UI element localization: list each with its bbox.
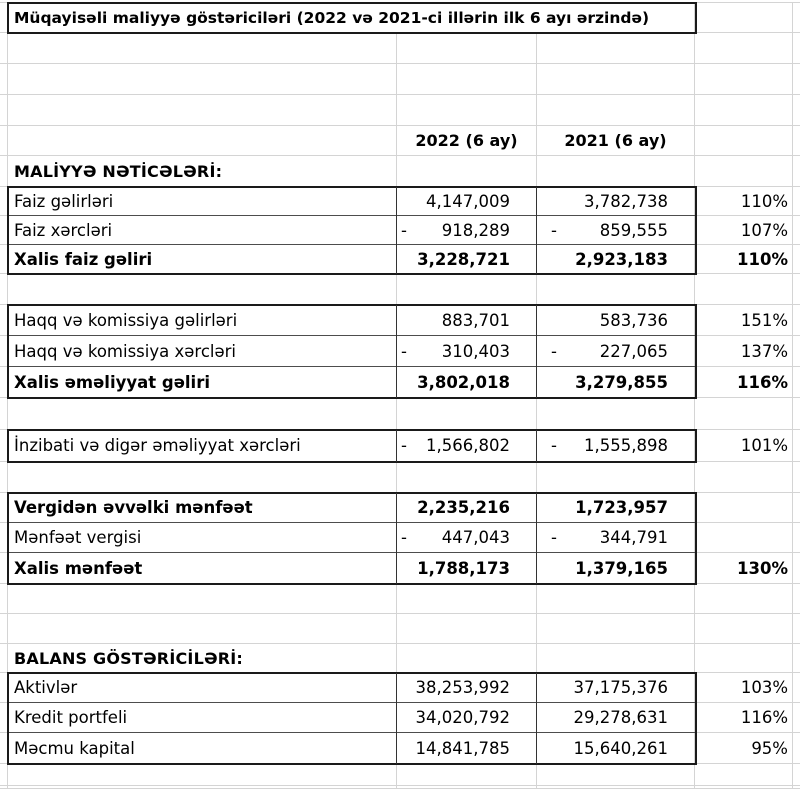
table-row	[0, 553, 800, 584]
row-gutter-right	[793, 703, 800, 732]
row-gutter-left	[0, 733, 8, 763]
cell-value-2022[interactable]	[397, 733, 537, 763]
cell-value-2022[interactable]	[397, 398, 537, 429]
row-gutter-right	[793, 33, 800, 63]
row-gutter-left	[0, 367, 8, 397]
cell-value-2022[interactable]	[397, 64, 537, 94]
cell-value-2021[interactable]	[537, 398, 695, 429]
cell-value-2022[interactable]	[397, 462, 537, 492]
cell-label[interactable]	[8, 398, 397, 429]
cell-percent[interactable]	[695, 398, 793, 429]
table-row	[0, 703, 800, 733]
cell-percent[interactable]	[695, 274, 793, 304]
row-gutter-right	[793, 305, 800, 335]
cell-value-2022[interactable]	[397, 584, 537, 613]
row-gutter-left	[0, 187, 8, 215]
cell-value-2021[interactable]	[537, 493, 695, 522]
title-cell[interactable]	[8, 3, 695, 32]
table-row	[0, 336, 800, 367]
cell-value-2022[interactable]	[397, 156, 537, 186]
value-text: 3,802,018	[417, 372, 510, 392]
row-label-text: Kredit portfeli	[14, 708, 128, 727]
cell-value-2022[interactable]	[397, 523, 537, 552]
row-gutter-left	[0, 274, 8, 304]
row-gutter-left	[0, 703, 8, 732]
row-gutter-right	[793, 462, 800, 492]
cell-percent[interactable]	[695, 673, 793, 702]
sheet-rows	[0, 3, 800, 789]
row-label-text: Məcmu kapital	[14, 738, 135, 758]
cell-label[interactable]	[8, 553, 397, 583]
row-gutter-left	[0, 305, 8, 335]
cell-value-2021[interactable]	[537, 733, 695, 763]
cell-label[interactable]	[8, 367, 397, 397]
negative-sign: -	[551, 528, 557, 547]
empty-row	[0, 614, 800, 644]
row-gutter-left	[0, 216, 8, 244]
value-text: 344,791	[599, 528, 668, 547]
value-text: 883,701	[441, 310, 510, 330]
row-label-text: İnzibati və digər əməliyyat xərcləri	[14, 436, 301, 455]
cell-value-2021[interactable]	[537, 216, 695, 244]
cell-value-2021[interactable]	[537, 430, 695, 461]
row-gutter-right	[793, 673, 800, 702]
cell-percent[interactable]	[695, 187, 793, 215]
cell-percent[interactable]	[695, 245, 793, 273]
row-gutter-left	[0, 430, 8, 461]
row-gutter-left	[0, 3, 8, 32]
cell-label[interactable]	[8, 64, 397, 94]
column-header-2022[interactable]	[397, 126, 537, 155]
cell-value-2021[interactable]	[537, 336, 695, 366]
negative-sign: -	[551, 436, 557, 455]
value-text: 3,228,721	[417, 249, 510, 269]
cell-label[interactable]	[8, 673, 397, 702]
percent-text: 107%	[740, 220, 788, 240]
cell-label[interactable]	[8, 274, 397, 304]
row-gutter-left	[0, 764, 8, 785]
negative-sign: -	[401, 341, 407, 361]
cell-label[interactable]	[8, 703, 397, 732]
cell-value-2021[interactable]	[537, 703, 695, 732]
cell-percent[interactable]	[695, 305, 793, 335]
table-row	[0, 430, 800, 462]
row-gutter-right	[793, 216, 800, 244]
cell-label[interactable]	[8, 33, 397, 63]
value-text: 37,175,376	[573, 678, 668, 697]
row-label-text: Vergidən əvvəlki mənfəət	[14, 498, 253, 517]
row-label-text: Faiz gəlirləri	[14, 191, 114, 211]
cell-percent[interactable]	[695, 733, 793, 763]
cell-value-2021[interactable]	[537, 553, 695, 583]
percent-text: 101%	[740, 436, 788, 455]
row-gutter-left	[0, 336, 8, 366]
cell-value-2022[interactable]	[397, 493, 537, 522]
cell-label[interactable]	[8, 216, 397, 244]
cell-percent[interactable]	[695, 336, 793, 366]
row-gutter-right	[793, 644, 800, 672]
value-text: 2,235,216	[417, 498, 510, 517]
value-text: 38,253,992	[415, 678, 510, 697]
row-gutter-right	[793, 398, 800, 429]
row-label-text: Xalis mənfəət	[14, 558, 143, 578]
cell-percent[interactable]	[695, 462, 793, 492]
row-gutter-right	[793, 786, 800, 788]
cell-percent[interactable]	[695, 786, 793, 788]
cell-value-2021[interactable]	[537, 187, 695, 215]
row-gutter-right	[793, 764, 800, 785]
row-label-text: Aktivlər	[14, 678, 78, 697]
cell-percent[interactable]	[695, 3, 793, 32]
cell-value-2022[interactable]	[397, 553, 537, 583]
cell-percent[interactable]	[695, 367, 793, 397]
empty-row	[0, 95, 800, 126]
empty-row	[0, 64, 800, 95]
cell-value-2021[interactable]	[537, 614, 695, 643]
value-text: 15,640,261	[573, 738, 668, 758]
value-text: 4,147,009	[426, 191, 510, 211]
row-gutter-right	[793, 156, 800, 186]
cell-value-2022[interactable]	[397, 245, 537, 273]
row-label-text: Faiz xərcləri	[14, 220, 113, 240]
cell-value-2021[interactable]	[537, 673, 695, 702]
section-header-text: MALİYYƏ NƏTİCƏLƏRİ:	[14, 161, 223, 181]
table-row	[0, 216, 800, 245]
row-gutter-right	[793, 336, 800, 366]
cell-percent[interactable]	[695, 126, 793, 155]
empty-row	[0, 764, 800, 786]
cell-value-2022[interactable]	[397, 336, 537, 366]
row-gutter-left	[0, 64, 8, 94]
percent-text: 110%	[737, 249, 788, 269]
cell-percent[interactable]	[695, 703, 793, 732]
table-row	[0, 673, 800, 703]
section-header-text: BALANS GÖSTƏRİCİLƏRİ:	[14, 648, 244, 668]
row-gutter-right	[793, 64, 800, 94]
cell-percent[interactable]	[695, 584, 793, 613]
value-text: 1,555,898	[584, 436, 668, 455]
cell-label[interactable]	[8, 187, 397, 215]
negative-sign: -	[401, 436, 407, 455]
row-gutter-left	[0, 33, 8, 63]
cell-percent[interactable]	[695, 764, 793, 785]
cell-value-2022[interactable]	[397, 786, 537, 788]
value-text: 34,020,792	[415, 708, 510, 727]
row-label-text: Mənfəət vergisi	[14, 528, 142, 547]
cell-value-2022[interactable]	[397, 305, 537, 335]
section-row	[0, 644, 800, 673]
cell-value-2022[interactable]	[397, 367, 537, 397]
row-label-text: Xalis əməliyyat gəliri	[14, 372, 211, 392]
row-gutter-right	[793, 553, 800, 583]
row-gutter-left	[0, 493, 8, 522]
cell-value-2022[interactable]	[397, 614, 537, 643]
cell-value-2021[interactable]	[537, 367, 695, 397]
cell-value-2022[interactable]	[397, 430, 537, 461]
cell-value-2021[interactable]	[537, 584, 695, 613]
cell-value-2022[interactable]	[397, 673, 537, 702]
cell-value-2022[interactable]	[397, 764, 537, 785]
table-row	[0, 523, 800, 553]
cell-label[interactable]	[8, 462, 397, 492]
value-text: 29,278,631	[573, 708, 668, 727]
table-row	[0, 367, 800, 398]
row-label-text: Xalis faiz gəliri	[14, 249, 153, 269]
row-gutter-right	[793, 614, 800, 643]
cell-value-2022[interactable]	[397, 95, 537, 125]
cell-label[interactable]	[8, 305, 397, 335]
negative-sign: -	[551, 341, 557, 361]
row-gutter-left	[0, 584, 8, 613]
row-gutter-right	[793, 187, 800, 215]
row-gutter-right	[793, 274, 800, 304]
column-header-2021[interactable]	[537, 126, 695, 155]
empty-row	[0, 33, 800, 64]
row-gutter-left	[0, 644, 8, 672]
row-gutter-left	[0, 95, 8, 125]
cell-value-2022[interactable]	[397, 216, 537, 244]
cell-label[interactable]	[8, 614, 397, 643]
row-gutter-right	[793, 3, 800, 32]
row-gutter-left	[0, 398, 8, 429]
table-row	[0, 187, 800, 216]
cell-value-2021[interactable]	[537, 33, 695, 63]
percent-text: 95%	[751, 738, 788, 758]
page-title: Müqayisəli maliyyə göstəriciləri (2022 və 2021-ci illərin ilk 6 ayı ərzində)	[14, 8, 650, 27]
value-text: 1,723,957	[575, 498, 668, 517]
cell-label[interactable]	[8, 523, 397, 552]
cell-value-2021[interactable]	[537, 764, 695, 785]
table-row	[0, 733, 800, 764]
row-gutter-right	[793, 584, 800, 613]
cell-label[interactable]	[8, 336, 397, 366]
title-row	[0, 3, 800, 33]
cell-label[interactable]	[8, 245, 397, 273]
empty-row	[0, 462, 800, 493]
cell-value-2021[interactable]	[537, 274, 695, 304]
table-row	[0, 493, 800, 523]
cell-value-2021[interactable]	[537, 305, 695, 335]
negative-sign: -	[551, 220, 557, 240]
negative-sign: -	[401, 528, 407, 547]
value-text: 1,379,165	[575, 558, 668, 578]
cell-value-2022[interactable]	[397, 703, 537, 732]
section-row	[0, 156, 800, 187]
cell-value-2021[interactable]	[537, 156, 695, 186]
row-gutter-right	[793, 245, 800, 273]
row-gutter-left	[0, 126, 8, 155]
cell-value-2021[interactable]	[537, 644, 695, 672]
value-text: 310,403	[441, 341, 510, 361]
percent-text: 130%	[737, 558, 788, 578]
cell-label[interactable]	[8, 786, 397, 788]
cell-label[interactable]	[8, 126, 397, 155]
row-gutter-left	[0, 673, 8, 702]
empty-row	[0, 584, 800, 614]
percent-text: 116%	[740, 708, 788, 727]
cell-label[interactable]	[8, 584, 397, 613]
row-gutter-right	[793, 523, 800, 552]
cell-value-2021[interactable]	[537, 462, 695, 492]
cell-percent[interactable]	[695, 95, 793, 125]
row-gutter-left	[0, 245, 8, 273]
cell-value-2022[interactable]	[397, 187, 537, 215]
table-row	[0, 245, 800, 274]
row-gutter-left	[0, 786, 8, 788]
row-gutter-left	[0, 523, 8, 552]
value-text: 583,736	[599, 310, 668, 330]
value-text: 447,043	[441, 528, 510, 547]
negative-sign: -	[401, 220, 407, 240]
cell-label[interactable]	[8, 493, 397, 522]
cell-value-2022[interactable]	[397, 644, 537, 672]
percent-text: 151%	[740, 310, 788, 330]
row-gutter-left	[0, 553, 8, 583]
value-text: 1,788,173	[417, 558, 510, 578]
cell-value-2021[interactable]	[537, 245, 695, 273]
row-label-text: Haqq və komissiya xərcləri	[14, 341, 237, 361]
row-gutter-right	[793, 95, 800, 125]
value-text: 227,065	[599, 341, 668, 361]
percent-text: 110%	[740, 191, 788, 211]
value-text: 918,289	[441, 220, 510, 240]
value-text: 3,279,855	[575, 372, 668, 392]
row-gutter-right	[793, 367, 800, 397]
percent-text: 116%	[737, 372, 788, 392]
cell-value-2021[interactable]	[537, 64, 695, 94]
row-gutter-right	[793, 493, 800, 522]
row-label-text: Haqq və komissiya gəlirləri	[14, 310, 238, 330]
column-header-2022-text: 2022 (6 ay)	[415, 131, 518, 150]
row-gutter-right	[793, 733, 800, 763]
cell-percent[interactable]	[695, 33, 793, 63]
column-header-2021-text: 2021 (6 ay)	[564, 131, 667, 150]
percent-text: 103%	[740, 678, 788, 697]
cell-percent[interactable]	[695, 523, 793, 552]
cell-label[interactable]	[8, 764, 397, 785]
cell-value-2021[interactable]	[537, 95, 695, 125]
value-text: 2,923,183	[575, 249, 668, 269]
row-gutter-right	[793, 430, 800, 461]
cell-percent[interactable]	[695, 156, 793, 186]
row-gutter-left	[0, 614, 8, 643]
section-header-cell[interactable]	[8, 156, 397, 186]
cell-value-2021[interactable]	[537, 786, 695, 788]
cell-label[interactable]	[8, 95, 397, 125]
cell-percent[interactable]	[695, 64, 793, 94]
value-text: 14,841,785	[415, 738, 510, 758]
cell-percent[interactable]	[695, 493, 793, 522]
cell-label[interactable]	[8, 430, 397, 461]
table-row	[0, 305, 800, 336]
value-text: 3,782,738	[584, 191, 668, 211]
row-gutter-left	[0, 156, 8, 186]
cell-percent[interactable]	[695, 644, 793, 672]
value-text: 859,555	[599, 220, 668, 240]
cell-percent[interactable]	[695, 614, 793, 643]
empty-row	[0, 274, 800, 305]
cell-value-2021[interactable]	[537, 523, 695, 552]
value-text: 1,566,802	[426, 436, 510, 455]
header-row	[0, 126, 800, 156]
cell-label[interactable]	[8, 733, 397, 763]
section-header-cell[interactable]	[8, 644, 397, 672]
empty-row	[0, 398, 800, 430]
row-gutter-left	[0, 462, 8, 492]
cell-percent[interactable]	[695, 553, 793, 583]
cell-value-2022[interactable]	[397, 33, 537, 63]
cell-percent[interactable]	[695, 430, 793, 461]
cell-percent[interactable]	[695, 216, 793, 244]
row-gutter-right	[793, 126, 800, 155]
cell-value-2022[interactable]	[397, 274, 537, 304]
percent-text: 137%	[740, 341, 788, 361]
